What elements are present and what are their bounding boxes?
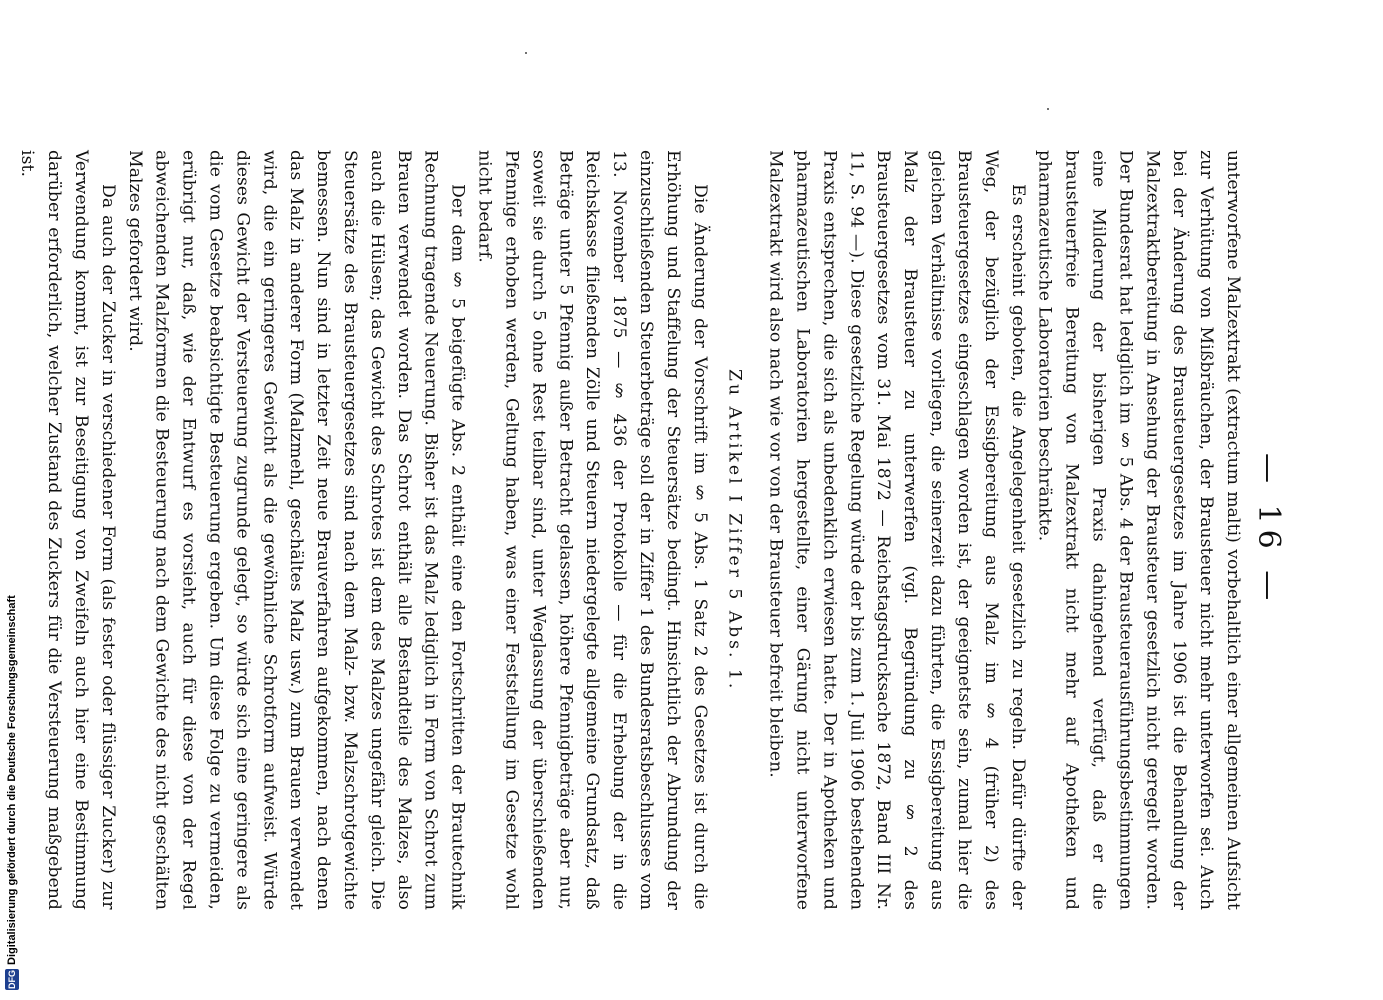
document-text-block	[17, 150, 1290, 910]
digitization-credit	[0, 0, 24, 1000]
scan-speck	[525, 52, 527, 54]
paragraph-legal-regulation: Es erscheint geboten, die Angelegenheit gesetzlich zu regeln. Dafür dürfte der Weg, der bezüglich der Essigbereitung aus Malz im § 4 (früher 2) des Brausteuergesetzes eingeschlagen worden ist, der geeignetste sein, zumal hier die gleichen Verhältnisse vorliegen, die seinerzeit dazu führten, die Essigbereitung aus Malz der Brausteuer zu unterwerfen (vgl. Begründung zu § 2 des Brausteuergesetzes vom 31. Mai 1872 — Reichstagsdrucksache 1872, Band III Nr. 11, S. 94 —). Diese gesetzliche Regelung würde der bis zum 1. Juli 1906 bestehenden Praxis entsprechen, die sich als unbedenklich erwiesen hatte. Der in Apotheken und pharmazeutischen Laboratorien hergestellte, einer Gärung nicht unterworfene Malzextrakt wird also nach wie vor von der Brausteuer befreit bleiben.	[765, 150, 1028, 910]
dfg-logo-icon: DFG	[7, 970, 17, 989]
digitization-credit-text: Digitalisierung gefördert durch die Deutsche Forschungsgemeinschaft	[6, 595, 18, 965]
scan-speck	[1047, 108, 1049, 110]
paragraph-sugar-form-rule: Da auch der Zucker in verschiedener Form (als fester oder flüssiger Zucker) zur Verwendung kommt, ist zur Beseitigung von Zweifeln auch hier eine Bestimmung darüber erforderlich, welcher Zustand des Zuckers für die Versteuerung maßgebend ist.	[17, 150, 118, 910]
section-heading-artikel-1: Zu Artikel I Ziffer 5 Abs. 1.	[724, 368, 745, 692]
page-number: — 16 —	[1251, 453, 1286, 607]
paragraph-malt-weight-rule: Der dem § 5 beigefügte Abs. 2 enthält eine den Fortschritten der Brautechnik Rechnung tragende Neuerung. Bisher ist das Malz lediglich in Form von Schrot zum Brauen verwendet worden. Das Schrot enthält alle Bestandteile des Malzes, also auch die Hülsen; das Gewicht des Schrotes ist dem des Malzes ungefähr gleich. Die Steuersätze des Brausteuergesetzes sind nach dem Malz- bzw. Malzschrotgewichte bemessen. Nun sind in letzter Zeit neue Brauverfahren aufgekommen, nach denen das Malz in anderer Form (Malzmehl, geschältes Malz usw.) zum Brauen verwendet wird, die ein geringeres Gewicht als die gewöhnliche Schrotform aufweist. Würde dieses Gewicht der Versteuerung zugrunde gelegt, so würde sich eine geringere als die vom Gesetze beabsichtigte Besteuerung ergeben. Um diese Folge zu vermeiden, erübrigt nur, daß, wie der Entwurf es vorsieht, auch für diese von der Regel abweichenden Malzformen die Besteuerung nach dem Gewichte des nicht geschälten Malzes gefordert wird.	[124, 150, 468, 910]
paragraph-malzextrakt-history: unterworfene Malzextrakt (extractum malti) vorbehaltlich einer allgemeinen Aufsicht zur Verhütung von Mißbräuchen, der Brausteuer nicht mehr unterworfen sei. Auch bei der Änderung des Brausteuergesetzes im Jahre 1906 ist die Behandlung der Malzextraktbereitung in Ansehung der Brausteuer gesetzlich nicht geregelt worden. Der Bundesrat hat lediglich im § 5 Abs. 4 der Brausteuerausführungsbestimmungen eine Milderung der bisherigen Praxis dahingehend verfügt, daß er die brausteuerfreie Bereitung von Malzextrakt nicht mehr auf Apotheken und pharmazeutische Laboratorien beschränkte.	[1034, 150, 1243, 910]
paragraph-tax-rate-change: Die Änderung der Vorschrift im § 5 Abs. 1 Satz 2 des Gesetzes ist durch die Erhöhung und Staffelung der Steuersätze bedingt. Hinsichtlich der Abrundung der einzuschließenden Steuerbeträge soll der in Ziffer 1 des Bundesratsbeschlusses vom 13. November 1875 — § 436 der Protokolle — für die Erhebung der in die Reichskasse fließenden Zölle und Steuern niedergelegte allgemeine Grundsatz, daß Beträge unter 5 Pfennig außer Betracht gelassen, höhere Pfennigbeträge aber nur, soweit sie durch 5 ohne Rest teilbar sind, unter Weglassung der überschießenden Pfennige erhoben werden, Geltung haben, was einer Feststellung im Gesetze wohl nicht bedarf.	[474, 150, 710, 910]
